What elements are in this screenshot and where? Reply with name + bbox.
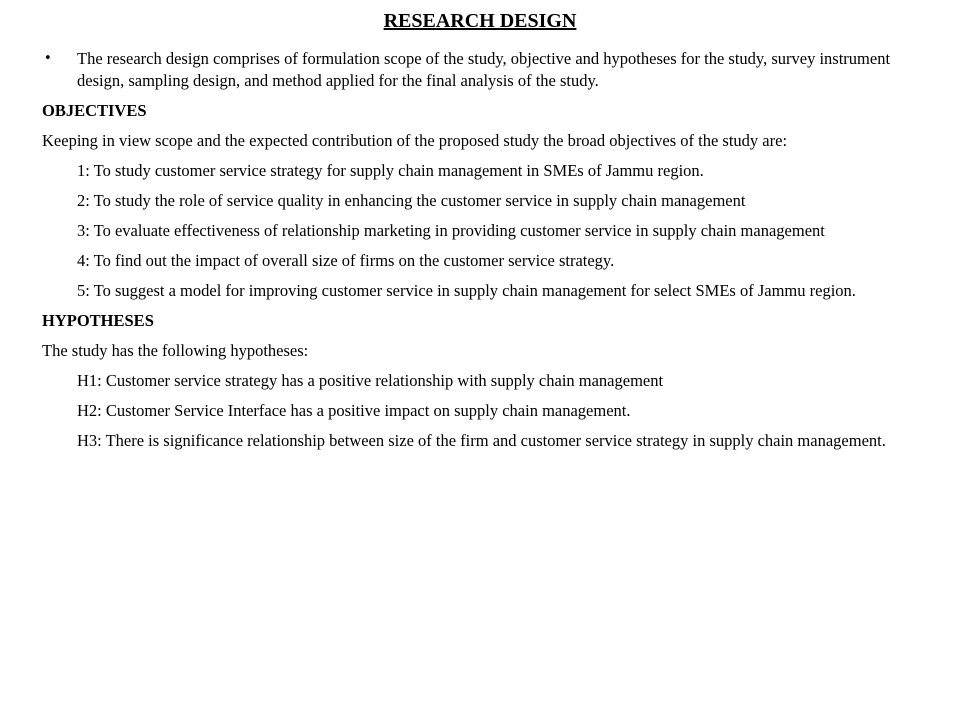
hypotheses-intro: The study has the following hypotheses: <box>42 341 309 360</box>
objective-item: 4: To find out the impact of overall size of firms on the customer service strategy. <box>77 251 615 270</box>
objective-item: 3: To evaluate effectiveness of relationship marketing in providing customer service in supply chain management <box>77 221 825 240</box>
objectives-intro: Keeping in view scope and the expected contribution of the proposed study the broad objectives of the study are: <box>42 131 788 150</box>
bullet-icon: • <box>44 51 52 66</box>
bullet-text: The research design comprises of formulation scope of the study, objective and hypotheses for the study, survey instrument design, sampling design, and method applied for the final analysis of the study. <box>77 49 891 90</box>
bullet-paragraph <box>42 48 922 92</box>
objective-item: 5: To suggest a model for improving customer service in supply chain management for select SMEs of Jammu region. <box>77 281 856 300</box>
slide-title: RESEARCH DESIGN <box>383 10 577 32</box>
objective-item: 2: To study the role of service quality in enhancing the customer service in supply chain management <box>77 191 746 210</box>
hypotheses-heading: HYPOTHESES <box>42 311 154 330</box>
hypothesis-item: H1: Customer service strategy has a positive relationship with supply chain management <box>77 371 664 390</box>
objective-item: 1: To study customer service strategy for supply chain management in SMEs of Jammu region. <box>77 161 704 180</box>
objectives-heading: OBJECTIVES <box>42 101 147 120</box>
hypothesis-item: H3: There is significance relationship between size of the firm and customer service strategy in supply chain management. <box>77 431 886 450</box>
hypothesis-item: H2: Customer Service Interface has a positive impact on supply chain management. <box>77 401 631 420</box>
slide-content <box>42 48 922 460</box>
